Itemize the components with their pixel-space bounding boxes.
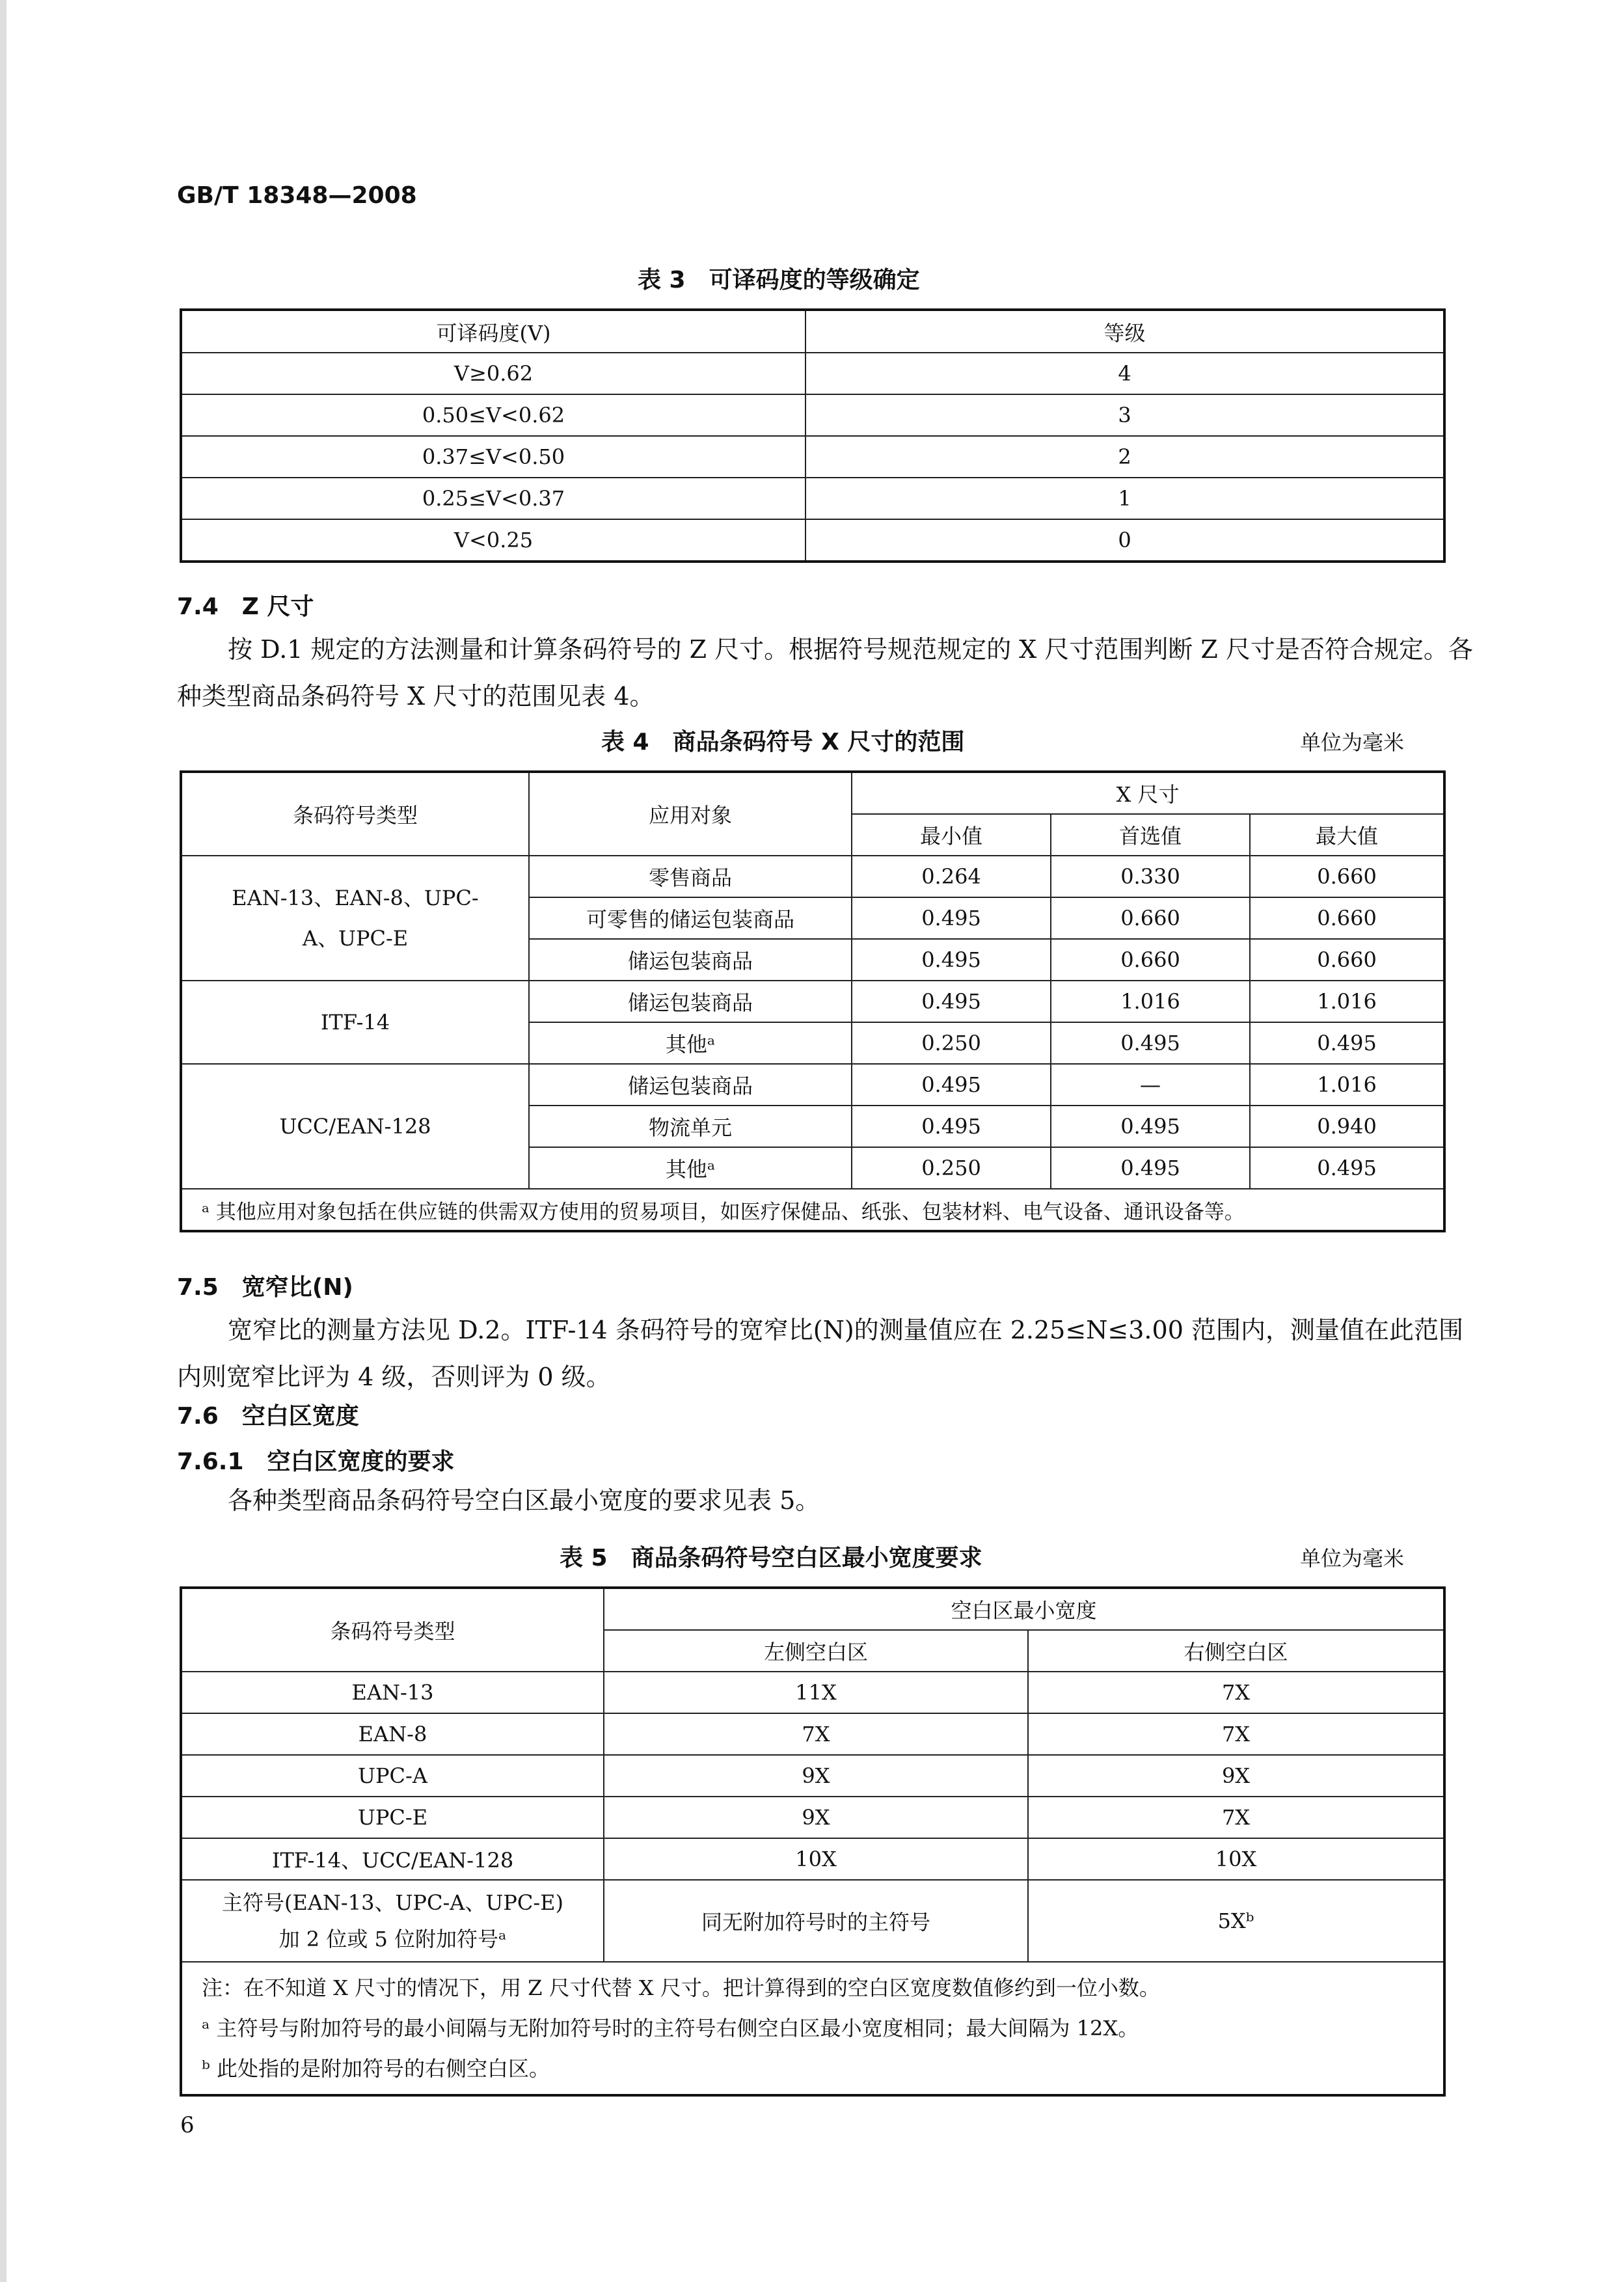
table-cell: 0.660	[1250, 939, 1444, 981]
table4-unit: 单位为毫米	[1300, 730, 1405, 755]
section-7-6-1-paragraph: 各种类型商品条码符号空白区最小宽度的要求见表 5。	[228, 1486, 820, 1515]
table-cell: 1.016	[1051, 981, 1250, 1022]
table5-header-type: 条码符号类型	[181, 1588, 604, 1672]
table-cell: 0.495	[1250, 1022, 1444, 1064]
table-cell: 0.495	[852, 1064, 1051, 1106]
table-cell: 同无附加符号时的主符号	[604, 1880, 1028, 1962]
table-cell: 0.495	[1250, 1147, 1444, 1189]
table-cell: 0.250	[852, 1022, 1051, 1064]
table-cell: 2	[805, 436, 1444, 478]
table-cell: 7X	[1028, 1713, 1444, 1755]
table4-type-ucc: UCC/EAN-128	[181, 1064, 529, 1189]
table-cell: 1	[805, 478, 1444, 519]
table5-note-2: ᵃ 主符号与附加符号的最小间隔与无附加符号时的主符号右侧空白区最小宽度相同；最大间隔为 12X。	[202, 2016, 1139, 2041]
table-cell: 7X	[604, 1713, 1028, 1755]
table5-note-1: 注：在不知道 X 尺寸的情况下，用 Z 尺寸代替 X 尺寸。把计算得到的空白区宽度数值修约到一位小数。	[202, 1976, 1160, 2000]
table-cell: V<0.25	[181, 519, 805, 562]
table4-header-x: X 尺寸	[852, 772, 1444, 814]
table4-type-itf: ITF-14	[181, 981, 529, 1064]
table-cell: UPC-A	[181, 1755, 604, 1797]
table-cell: 可零售的储运包装商品	[529, 897, 852, 939]
table-cell: 9X	[604, 1755, 1028, 1797]
table5-notes	[181, 1962, 1444, 2095]
table-cell: 0.495	[852, 981, 1051, 1022]
table3-caption: 表 3 可译码度的等级确定	[638, 267, 920, 293]
table5-type-addon-line2: 加 2 位或 5 位附加符号ᵃ	[278, 1927, 507, 1951]
table-cell: 储运包装商品	[529, 939, 852, 981]
table-cell: UPC-E	[181, 1797, 604, 1838]
table-cell: 0.25≤V<0.37	[181, 478, 805, 519]
table-cell: 1.016	[1250, 1064, 1444, 1106]
table-cell: —	[1051, 1064, 1250, 1106]
table5-header-left: 左侧空白区	[604, 1630, 1028, 1672]
table-cell: 储运包装商品	[529, 1064, 852, 1106]
table5-caption: 表 5 商品条码符号空白区最小宽度要求	[560, 1545, 982, 1571]
table4-type-ean: EAN-13、EAN-8、UPC-A、UPC-E	[181, 856, 529, 981]
section-7-4-title: 7.4 Z 尺寸	[177, 593, 314, 620]
table-cell: 其他ᵃ	[529, 1022, 852, 1064]
table-cell: 0.495	[1051, 1022, 1250, 1064]
table-cell: 0.50≤V<0.62	[181, 394, 805, 436]
table-cell: 10X	[604, 1838, 1028, 1880]
table4-header-pref: 首选值	[1051, 814, 1250, 856]
table-cell: 0.660	[1051, 897, 1250, 939]
table5-note-3: ᵇ 此处指的是附加符号的右侧空白区。	[202, 2056, 550, 2081]
table5-header-right: 右侧空白区	[1028, 1630, 1444, 1672]
table-cell: 7X	[1028, 1672, 1444, 1713]
table5-unit: 单位为毫米	[1300, 1546, 1405, 1571]
table-cell: 10X	[1028, 1838, 1444, 1880]
table-cell: 0.660	[1250, 856, 1444, 897]
table-cell: EAN-8	[181, 1713, 604, 1755]
table4-footnote: ᵃ 其他应用对象包括在供应链的供需双方使用的贸易项目，如医疗保健品、纸张、包装材料、电气设备、通讯设备等。	[181, 1189, 1444, 1231]
table-cell: 物流单元	[529, 1106, 852, 1147]
table-cell: 0.264	[852, 856, 1051, 897]
table4-caption: 表 4 商品条码符号 X 尺寸的范围	[601, 729, 965, 755]
table-cell: 1.016	[1250, 981, 1444, 1022]
table-cell: ITF-14、UCC/EAN-128	[181, 1838, 604, 1880]
table3	[180, 308, 1446, 563]
table-cell: 零售商品	[529, 856, 852, 897]
table-cell: 9X	[604, 1797, 1028, 1838]
table-cell: 0.495	[1051, 1147, 1250, 1189]
table4-header-app: 应用对象	[529, 772, 852, 856]
table-cell: 0.37≤V<0.50	[181, 436, 805, 478]
table-cell: 0	[805, 519, 1444, 562]
table-cell: EAN-13	[181, 1672, 604, 1713]
section-7-6-1-title: 7.6.1 空白区宽度的要求	[177, 1448, 455, 1475]
section-7-6-title: 7.6 空白区宽度	[177, 1403, 359, 1430]
section-7-5-title: 7.5 宽窄比(N)	[177, 1274, 353, 1301]
table-cell: 5Xᵇ	[1028, 1880, 1444, 1962]
table-cell: 7X	[1028, 1797, 1444, 1838]
table5-type-addon	[181, 1880, 604, 1962]
table5-header-min: 空白区最小宽度	[604, 1588, 1444, 1630]
table4-header-min: 最小值	[852, 814, 1051, 856]
table-cell: 储运包装商品	[529, 981, 852, 1022]
table-cell: 其他ᵃ	[529, 1147, 852, 1189]
table-cell: 0.495	[852, 897, 1051, 939]
table5-type-addon-line1: 主符号(EAN-13、UPC-A、UPC-E)	[221, 1890, 564, 1915]
table5	[180, 1586, 1446, 2097]
table-cell: 0.495	[852, 939, 1051, 981]
table4-header-type: 条码符号类型	[181, 772, 529, 856]
table-cell: 0.660	[1250, 897, 1444, 939]
table-cell: 0.495	[1051, 1106, 1250, 1147]
table3-header-v: 可译码度(V)	[181, 310, 805, 353]
table-cell: 0.660	[1051, 939, 1250, 981]
page-number: 6	[180, 2112, 195, 2138]
table-cell: 4	[805, 353, 1444, 394]
table-cell: 0.250	[852, 1147, 1051, 1189]
section-7-4-paragraph: 按 D.1 规定的方法测量和计算条码符号的 Z 尺寸。根据符号规范规定的 X 尺寸范围判断 Z 尺寸是否符合规定。各种类型商品条码符号 X 尺寸的范围见表 4。	[177, 635, 1473, 711]
table-cell: V≥0.62	[181, 353, 805, 394]
table4-header-max: 最大值	[1250, 814, 1444, 856]
table3-header-grade: 等级	[805, 310, 1444, 353]
table-cell: 9X	[1028, 1755, 1444, 1797]
table-cell: 0.940	[1250, 1106, 1444, 1147]
section-7-5-paragraph: 宽窄比的测量方法见 D.2。ITF-14 条码符号的宽窄比(N)的测量值应在 2.25≤N≤3.00 范围内，测量值在此范围内则宽窄比评为 4 级，否则评为 0 级。	[177, 1316, 1463, 1391]
table-cell: 3	[805, 394, 1444, 436]
standard-number: GB/T 18348—2008	[177, 182, 417, 209]
scan-edge	[0, 0, 7, 2282]
table-cell: 0.495	[852, 1106, 1051, 1147]
table4	[180, 770, 1446, 1232]
table-cell: 0.330	[1051, 856, 1250, 897]
table-cell: 11X	[604, 1672, 1028, 1713]
